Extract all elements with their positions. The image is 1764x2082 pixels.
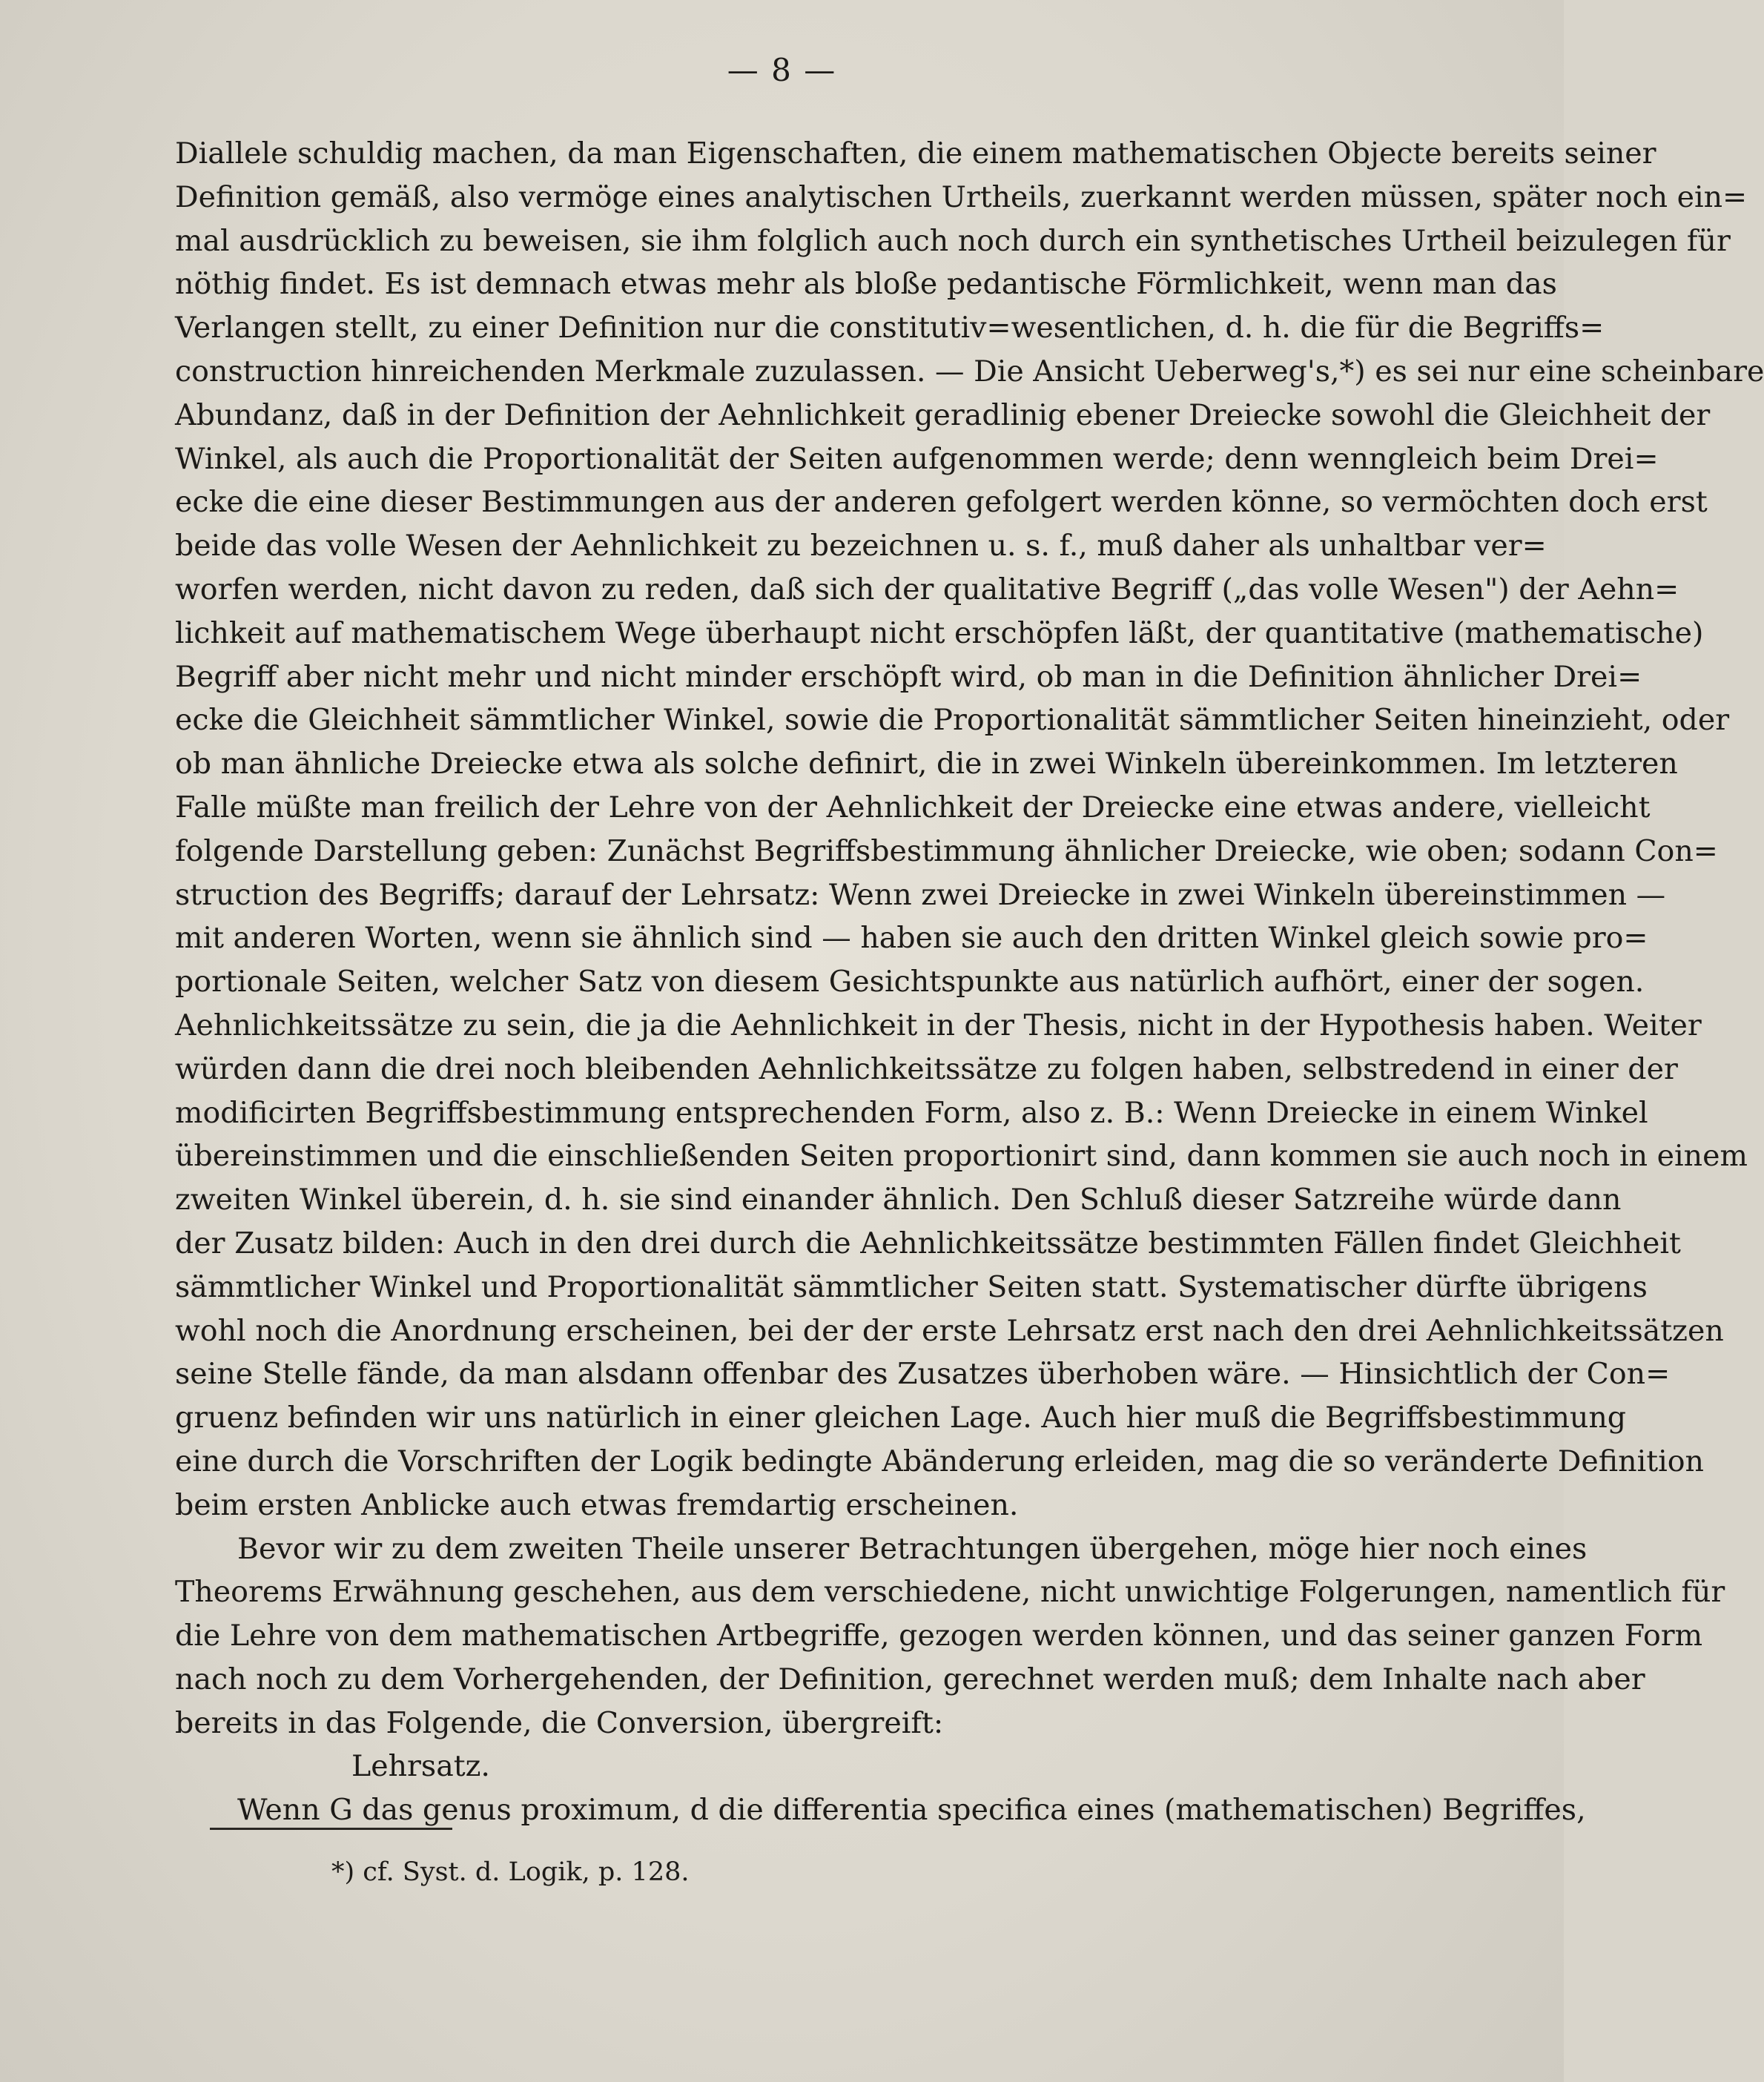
text-line: lichkeit auf mathematischem Wege überhaupt nicht erschöpfen läßt, der quantitative (mathematische) — [175, 615, 1704, 650]
text-line: gruenz befinden wir uns natürlich in einer gleichen Lage. Auch hier muß die Begriffsbestimmung — [175, 1401, 1627, 1435]
text-line: übereinstimmen und die einschließenden Seiten proportionirt sind, dann kommen sie auch noch in einem — [175, 1139, 1748, 1174]
footnote-divider — [210, 1828, 452, 1830]
text-line: worfen werden, nicht davon zu reden, daß sich der qualitative Begriff („das volle Wesen") der Aehn= — [175, 572, 1679, 607]
text-line: ob man ähnliche Dreiecke etwa als solche definirt, die in zwei Winkeln übereinkommen. Im letzteren — [175, 747, 1678, 781]
text-line: construction hinreichenden Merkmale zuzulassen. — Die Ansicht Ueberweg's,*) es sei nur eine scheinbare — [175, 354, 1764, 389]
text-line: modificirten Begriffsbestimmung entsprechenden Form, also z. B.: Wenn Dreiecke in einem Winkel — [175, 1095, 1648, 1130]
text-line: portionale Seiten, welcher Satz von diesem Gesichtspunkte aus natürlich aufhört, einer der sogen. — [175, 965, 1645, 999]
text-line: Winkel, als auch die Proportionalität der Seiten aufgenommen werde; denn wenngleich beim Drei= — [175, 441, 1659, 476]
text-line: eine durch die Vorschriften der Logik bedingte Abänderung erleiden, mag die so veränderte Definition — [175, 1444, 1704, 1478]
text-line: wohl noch die Anordnung erscheinen, bei der der erste Lehrsatz erst nach den drei Aehnlichkeitssätzen — [175, 1313, 1724, 1348]
text-line: zweiten Winkel überein, d. h. sie sind einander ähnlich. Den Schluß dieser Satzreihe würde dann — [175, 1183, 1622, 1217]
text-line: sämmtlicher Winkel und Proportionalität sämmtlicher Seiten statt. Systematischer dürfte übrigens — [175, 1269, 1648, 1304]
text-line: Falle müßte man freilich der Lehre von der Aehnlichkeit der Dreiecke eine etwas andere, vielleicht — [175, 790, 1651, 824]
text-line: Begriff aber nicht mehr und nicht minder erschöpft wird, ob man in die Definition ähnlicher Drei= — [175, 659, 1642, 694]
paragraph-end-line: bereits in das Folgende, die Conversion, übergreift: — [175, 1705, 944, 1740]
body-text — [175, 132, 1764, 1832]
text-line: Verlangen stellt, zu einer Definition nur die constitutiv=wesentlichen, d. h. die für die Begriffs= — [175, 311, 1605, 346]
page-number: — 8 — — [727, 52, 837, 88]
text-line: die Lehre von dem mathematischen Artbegriffe, gezogen werden können, und das seiner ganzen Form — [175, 1619, 1703, 1653]
text-line: mal ausdrücklich zu beweisen, sie ihm folglich auch noch durch ein synthetisches Urtheil beizulegen für — [175, 223, 1731, 258]
text-line: Aehnlichkeitssätze zu sein, die ja die Aehnlichkeit in der Thesis, nicht in der Hypothesis haben. Weiter — [175, 1008, 1702, 1042]
paragraph-start-line: Bevor wir zu dem zweiten Theile unserer Betrachtungen übergehen, möge hier noch eines — [237, 1531, 1588, 1566]
text-line: ecke die eine dieser Bestimmungen aus der anderen gefolgert werden könne, so vermöchten doch erst — [175, 485, 1708, 520]
text-line: nach noch zu dem Vorhergehenden, der Definition, gerechnet werden muß; dem Inhalte nach aber — [175, 1662, 1645, 1696]
text-line: Definition gemäß, also vermöge eines analytischen Urtheils, zuerkannt werden müssen, später noch ein= — [175, 179, 1748, 214]
text-line: struction des Begriffs; darauf der Lehrsatz: Wenn zwei Dreiecke in zwei Winkeln übereinstimmen — — [175, 877, 1666, 912]
text-line: Theorems Erwähnung geschehen, aus dem verschiedene, nicht unwichtige Folgerungen, namentlich für — [175, 1575, 1725, 1610]
text-line: würden dann die drei noch bleibenden Aehnlichkeitssätze zu folgen haben, selbstredend in einer der — [175, 1051, 1678, 1086]
text-line: nöthig findet. Es ist demnach etwas mehr als bloße pedantische Förmlichkeit, wenn man das — [175, 267, 1557, 302]
theorem-statement: Wenn G das genus proximum, d die differentia specifica eines (mathematischen) Begriffes, — [237, 1793, 1586, 1828]
paragraph-end-line: beim ersten Anblicke auch etwas fremdartig erscheinen. — [175, 1487, 1019, 1522]
theorem-heading: Lehrsatz. — [351, 1749, 490, 1784]
text-line: folgende Darstellung geben: Zunächst Begriffsbestimmung ähnlicher Dreiecke, wie oben; sodann Con= — [175, 833, 1718, 868]
text-line: der Zusatz bilden: Auch in den drei durch die Aehnlichkeitssätze bestimmten Fällen findet Gleichheit — [175, 1226, 1681, 1260]
text-line: beide das volle Wesen der Aehnlichkeit zu bezeichnen u. s. f., muß daher als unhaltbar ver= — [175, 529, 1547, 564]
text-line: mit anderen Worten, wenn sie ähnlich sind — haben sie auch den dritten Winkel gleich sowie pro= — [175, 921, 1648, 956]
text-line: ecke die Gleichheit sämmtlicher Winkel, sowie die Proportionalität sämmtlicher Seiten hineinzieht, oder — [175, 703, 1730, 738]
text-line: seine Stelle fände, da man alsdann offenbar des Zusatzes überhoben wäre. — Hinsichtlich der Con= — [175, 1357, 1671, 1392]
text-line: Abundanz, daß in der Definition der Aehnlichkeit geradlinig ebener Dreiecke sowohl die Gleichheit der — [175, 397, 1711, 432]
text-line: Diallele schuldig machen, da man Eigenschaften, die einem mathematischen Objecte bereits seiner — [175, 136, 1656, 171]
footnote: *) cf. Syst. d. Logik, p. 128. — [331, 1857, 690, 1887]
